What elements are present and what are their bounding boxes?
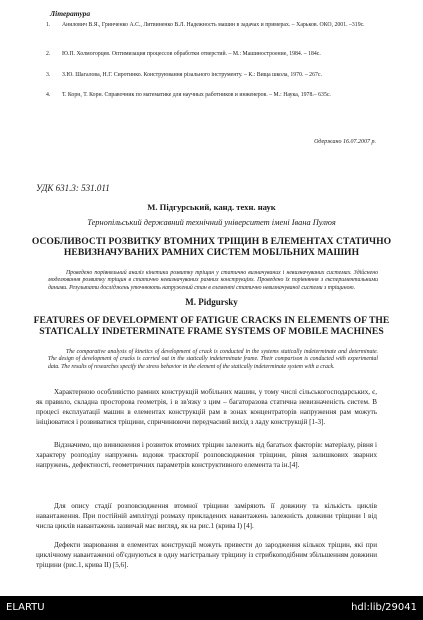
reference-item <box>36 72 402 79</box>
reference-text: Ю.П. Холмогорцев. Оптимизация процессов обработки отверстий. – М.: Машиностроение, 1984. – 184с. <box>62 51 321 57</box>
handle-identifier: hdl:lib/29041 <box>351 602 417 613</box>
reference-text: Анилович В.Я., Гринченко А.С., Литвиненко В.Л. Надежность машин в задачах и примерах. – Харьков. ОКО, 2001. –319с. <box>62 22 365 28</box>
abstract-english: The comparative analysis of kinetics of development of crack is conducted in the systems statically indeterminate and determinate. The design of development of cracks is carried out in the statically indeterminate frame. Their comparison is conducted with experimental data. The results of researches specify the stress behavior in the element of the statically indeterminate system with a crack. <box>48 349 378 370</box>
body-paragraph: Характерною особливістю рамних конструкцій мобільних машин, у тому числі сільськогосподарських, є, як правило, складна просторова геометрія, і в зв'язку з цим – багаторазова статична невизначеність систем. В процесі експлуатації машин в елементах конструкцій рам в зонах концентраторів напруження рам можуть ініціюватися і розвиватися тріщини, спричинюючи передчасний вихід з ладу конструкцій [1-3]. <box>36 388 377 426</box>
reference-item <box>36 51 402 58</box>
reference-text: Т. Корн, Т. Корн. Справочник по математике для научных работников и инженеров. – М.: Наука, 1978.– 635с. <box>62 92 331 98</box>
reference-number: 4. <box>46 92 51 98</box>
reference-item <box>36 92 402 99</box>
author-english: M. Pidgursky <box>185 297 238 307</box>
body-paragraph: Дефекти зварювання в елементах конструкції можуть привести до зародження кількох тріщин, які при циклічному навантаженні об'єднуються в одну магістральну тріщину із стрибкоподібним збільшенням довжини тріщини (рис.1, крива II) [5,6]. <box>36 541 377 569</box>
repository-label: ELARTU <box>6 602 45 613</box>
reference-number: 2. <box>46 51 51 57</box>
reference-number: 3. <box>46 72 51 78</box>
references-heading: Література <box>50 9 91 18</box>
reference-number: 1. <box>46 22 51 28</box>
viewer-footer-bar <box>0 596 423 620</box>
article-title-english: FEATURES OF DEVELOPMENT OF FATIGUE CRACKS IN ELEMENTS OF THE STATICALLY INDETERMINATE FRAME SYSTEMS OF MOBILE MACHINES <box>33 315 390 337</box>
body-paragraph: Для опису стадії розповсюдження втомної тріщини заміряють її довжину та кількість циклів навантаження. При постійній амплітуді розмаху прикладених навантажень залежність довжини тріщини l від числа циклів навантажень зазвичай має вигляд, як на рис.1 (крива I) [4]. <box>36 502 377 530</box>
article-title-ukrainian: ОСОБЛИВОСТІ РОЗВИТКУ ВТОМНИХ ТРІЩИН В ЕЛЕМЕНТАХ СТАТИЧНО НЕВИЗНАЧУВАНИХ РАМНИХ СИСТЕМ МОБІЛЬНИХ МАШИН <box>31 236 392 258</box>
body-paragraph: Відзначимо, що виникнення і розвиток втомних тріщин залежить від багатьох факторів: матеріалу, рівня і характеру розподілу напружень вздовж траєкторії розповсюдження тріщини, рівня залишкових зварних напружень, дефектності, геометричних параметрів конструктивного елемента та ін.[4]. <box>36 441 377 469</box>
reference-text: З.Ю. Шагалова, Н.Г. Сиротинко. Конструювання різального інструменту. – К.: Вища школа, 1970. – 267с. <box>62 72 322 78</box>
reference-item <box>36 22 402 29</box>
received-date: Одержано 16.07.2007 р. <box>314 139 376 145</box>
udc-code: УДК 631.3: 531.011 <box>36 183 110 193</box>
affiliation: Тернопільський державний технічний університет імені Івана Пулюя <box>87 218 336 227</box>
author-ukrainian: М. Підгурський, канд. техн. наук <box>147 202 276 212</box>
abstract-ukrainian: Проведено порівняльний аналіз кінетики розвитку тріщин у статично визначуваних і невизначуваних системах. Здійснено моделювання розвитку тріщин в статично невизначуваних рамних конструкціях. Проведено їх порівняння з експериментальними даними. Результати досліджень уточнюють напружений стан в елементі статично невизначуваної системи з тріщиною. <box>48 270 378 291</box>
